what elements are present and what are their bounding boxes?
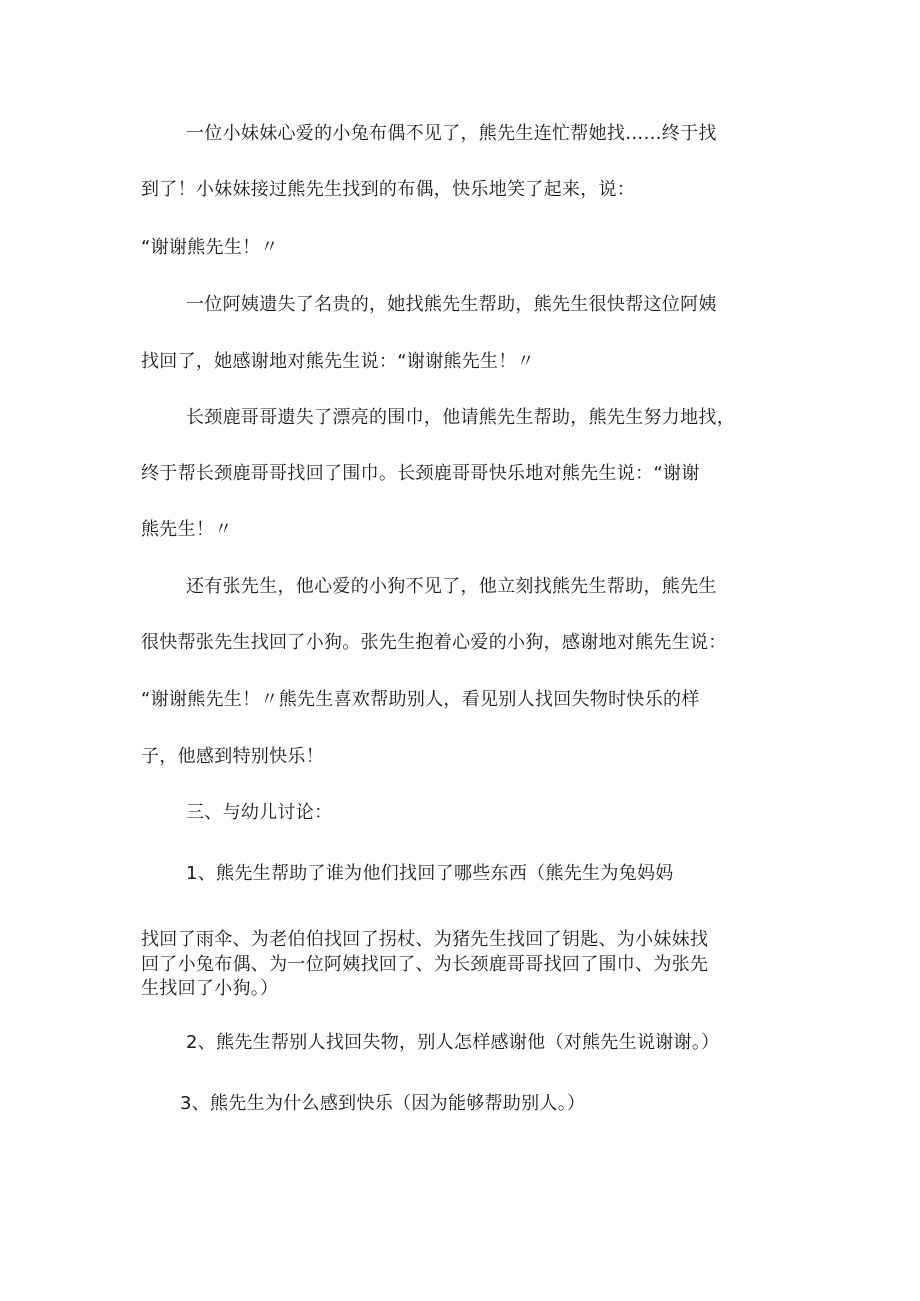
question-1-line-1: 1、熊先生帮助了谁为他们找回了哪些东西（熊先生为兔妈妈 — [186, 863, 674, 884]
question-1-line-3: 回了小兔布偶、为一位阿姨找回了、为长颈鹿哥哥找回了围巾、为张先 — [141, 954, 709, 975]
story-line-9: 还有张先生，他心爱的小狗不见了，他立刻找熊先生帮助，熊先生 — [186, 576, 717, 597]
story-line-6: 长颈鹿哥哥遗失了漂亮的围巾，他请熊先生帮助，熊先生努力地找， — [186, 407, 735, 428]
section-heading: 三、与幼儿讨论： — [186, 802, 333, 823]
story-line-7: 终于帮长颈鹿哥哥找回了围巾。长颈鹿哥哥快乐地对熊先生说：“谢谢 — [141, 463, 700, 484]
story-line-10: 很快帮张先生找回了小狗。张先生抱着心爱的小狗，感谢地对熊先生说： — [141, 632, 727, 653]
question-2: 2、熊先生帮别人找回失物，别人怎样感谢他（对熊先生说谢谢。） — [186, 1032, 720, 1053]
question-3: 3、熊先生为什么感到快乐（因为能够帮助别人。） — [180, 1093, 586, 1114]
story-line-11: “谢谢熊先生！〃熊先生喜欢帮助别人，看见别人找回失物时快乐的样 — [141, 689, 700, 710]
question-1-line-4: 生找回了小狗。） — [141, 978, 279, 999]
story-line-12: 子，他感到特别快乐！ — [141, 746, 324, 767]
question-1-line-2: 找回了雨伞、为老伯伯找回了拐杖、为猪先生找回了钥匙、为小妹妹找 — [141, 929, 709, 950]
story-line-1: 一位小妹妹心爱的小兔布偶不见了，熊先生连忙帮她找……终于找 — [186, 123, 717, 144]
story-line-2: 到了！小妹妹接过熊先生找到的布偶，快乐地笑了起来，说： — [141, 179, 636, 200]
story-line-4: 一位阿姨遗失了名贵的，她找熊先生帮助，熊先生很快帮这位阿姨 — [186, 294, 717, 315]
story-line-8: 熊先生！〃 — [141, 519, 233, 540]
story-line-3: “谢谢熊先生！〃 — [141, 237, 279, 258]
story-line-5: 找回了，她感谢地对熊先生说：“谢谢熊先生！〃 — [141, 351, 535, 372]
